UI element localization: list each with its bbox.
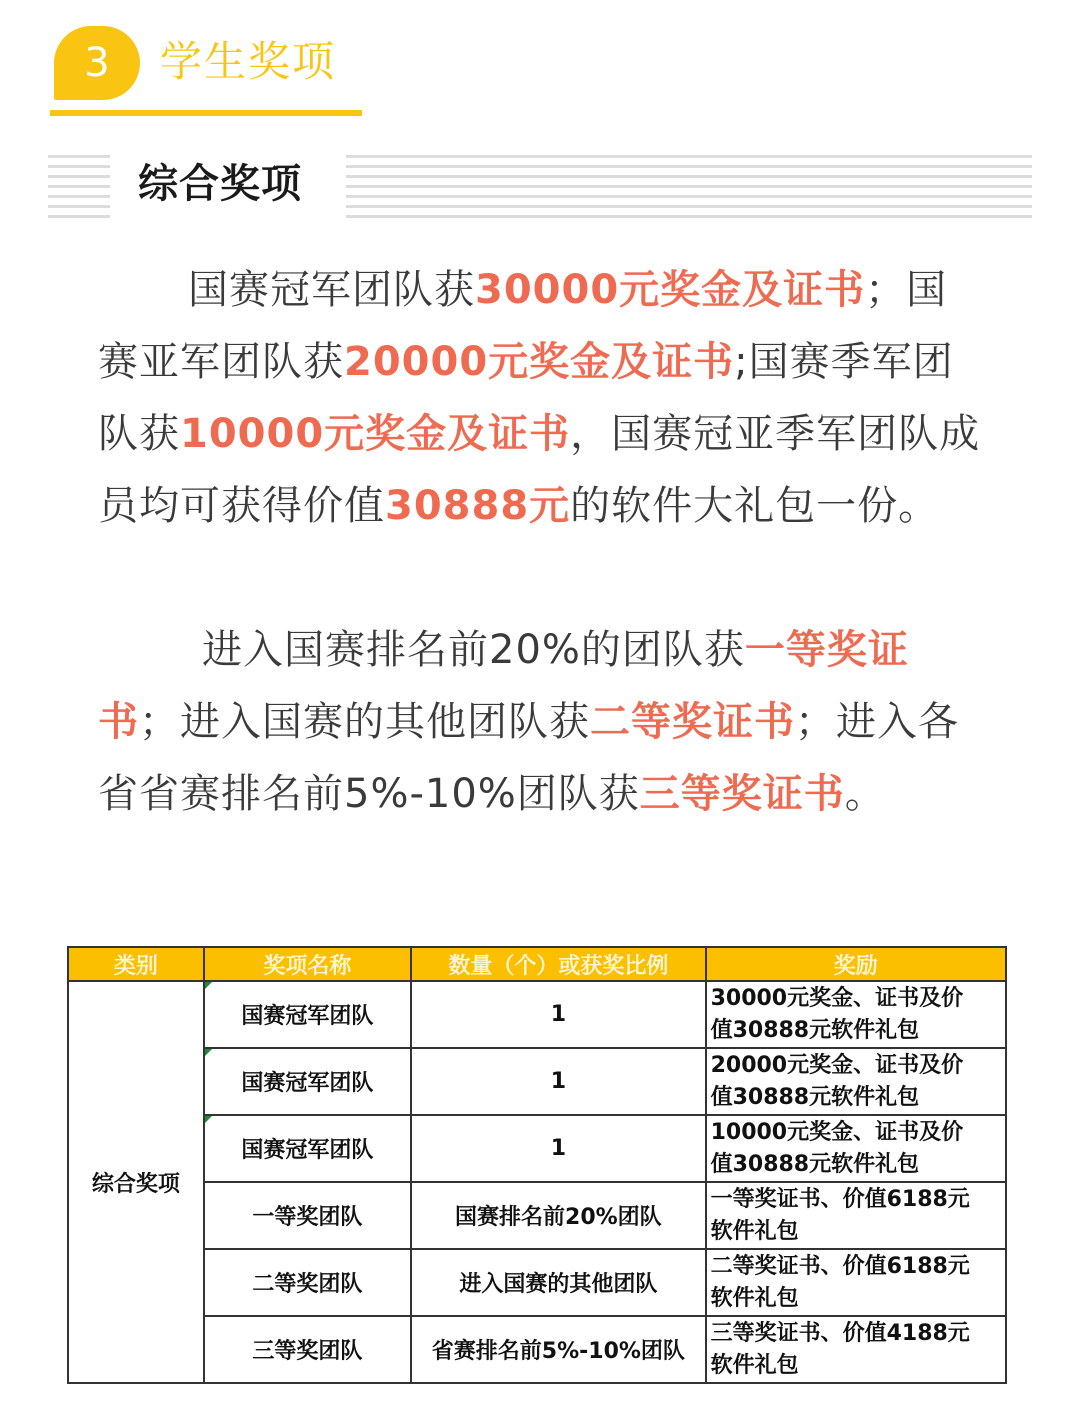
reward-cell (706, 1316, 1006, 1383)
reward-line: 10000元奖金、证书及价 (710, 1119, 964, 1145)
decorative-stripes-left (48, 148, 110, 218)
awards-table (67, 946, 1007, 1384)
section-header (50, 24, 362, 116)
table-row (68, 1048, 1006, 1115)
reward-line: 20000元奖金、证书及价 (710, 1052, 964, 1078)
table-row (68, 981, 1006, 1048)
count-cell: 国赛排名前20%团队 (411, 1182, 705, 1249)
text-run: ；国赛亚军团队获 (98, 267, 948, 385)
highlight-run: 10000元奖金及证书 (180, 411, 571, 457)
section-number-badge: 3 (54, 26, 140, 100)
decorative-stripes-right (346, 148, 1032, 218)
reward-cell (706, 981, 1006, 1048)
highlight-run: 30888元 (385, 483, 571, 529)
award-name: 国赛冠军团队 (241, 1071, 374, 1096)
table-row (68, 1115, 1006, 1182)
reward-cell (706, 1048, 1006, 1115)
header-reward: 奖励 (706, 947, 1006, 981)
paragraph-certificates (98, 614, 988, 830)
section-title: 学生奖项 (160, 37, 337, 86)
text-run: ；进入各省省赛排名前5%-10%团队获 (98, 699, 959, 817)
text-run: 的软件大礼包一份。 (570, 483, 940, 529)
reward-line: 二等奖证书、价值6188元 (710, 1253, 970, 1279)
reward-line: 值30888元软件礼包 (710, 1151, 920, 1177)
reward-line: 值30888元软件礼包 (710, 1017, 920, 1043)
category-cell: 综合奖项 (68, 981, 204, 1383)
award-name-cell (204, 981, 411, 1048)
award-name-cell (204, 1048, 411, 1115)
award-name: 国赛冠军团队 (241, 1004, 374, 1029)
count-cell: 省赛排名前5%-10%团队 (411, 1316, 705, 1383)
text-run: 。 (844, 771, 886, 817)
reward-line: 30000元奖金、证书及价 (710, 985, 964, 1011)
reward-line: 软件礼包 (710, 1352, 799, 1378)
reward-cell (706, 1182, 1006, 1249)
cell-comment-marker-icon (205, 982, 212, 989)
header-award-name: 奖项名称 (204, 947, 411, 981)
award-name: 国赛冠军团队 (241, 1138, 374, 1163)
reward-line: 软件礼包 (710, 1218, 799, 1244)
award-name-cell: 二等奖团队 (204, 1249, 411, 1316)
paragraph-national-prizes (98, 254, 988, 542)
text-run: 进入国赛排名前20%的团队获 (202, 627, 745, 673)
cell-comment-marker-icon (205, 1049, 212, 1056)
table-row (68, 1316, 1006, 1383)
count-cell: 1 (411, 981, 705, 1048)
reward-line: 值30888元软件礼包 (710, 1084, 920, 1110)
award-name-cell: 一等奖团队 (204, 1182, 411, 1249)
highlight-run: 20000元奖金及证书 (344, 339, 735, 385)
text-run: ；进入国赛的其他团队获 (139, 699, 590, 745)
subsection-title: 综合奖项 (138, 161, 302, 207)
section-underline (50, 110, 362, 116)
text-run: ;国赛季军团队获 (98, 339, 954, 457)
award-name-cell: 三等奖团队 (204, 1316, 411, 1383)
reward-cell (706, 1249, 1006, 1316)
table-header-row (68, 947, 1006, 981)
reward-cell (706, 1115, 1006, 1182)
cell-comment-marker-icon (205, 1116, 212, 1123)
reward-line: 一等奖证书、价值6188元 (710, 1186, 970, 1212)
highlight-run: 三等奖证书 (639, 771, 845, 817)
reward-line: 软件礼包 (710, 1285, 799, 1311)
reward-line: 三等奖证书、价值4188元 (710, 1320, 970, 1346)
highlight-run: 30000元奖金及证书 (475, 267, 866, 313)
count-cell: 进入国赛的其他团队 (411, 1249, 705, 1316)
table-row (68, 1249, 1006, 1316)
subsection-header (48, 146, 1032, 222)
count-cell: 1 (411, 1115, 705, 1182)
text-run: 国赛冠军团队获 (188, 267, 475, 313)
highlight-run: 二等奖证书 (590, 699, 795, 745)
table-row (68, 1182, 1006, 1249)
award-name-cell (204, 1115, 411, 1182)
count-cell: 1 (411, 1048, 705, 1115)
header-category: 类别 (68, 947, 204, 981)
highlight-run: 一等奖证书 (98, 627, 909, 745)
text-run: ，国赛冠亚季军团队成员均可获得价值 (98, 411, 981, 529)
header-count-ratio: 数量（个）或获奖比例 (411, 947, 705, 981)
